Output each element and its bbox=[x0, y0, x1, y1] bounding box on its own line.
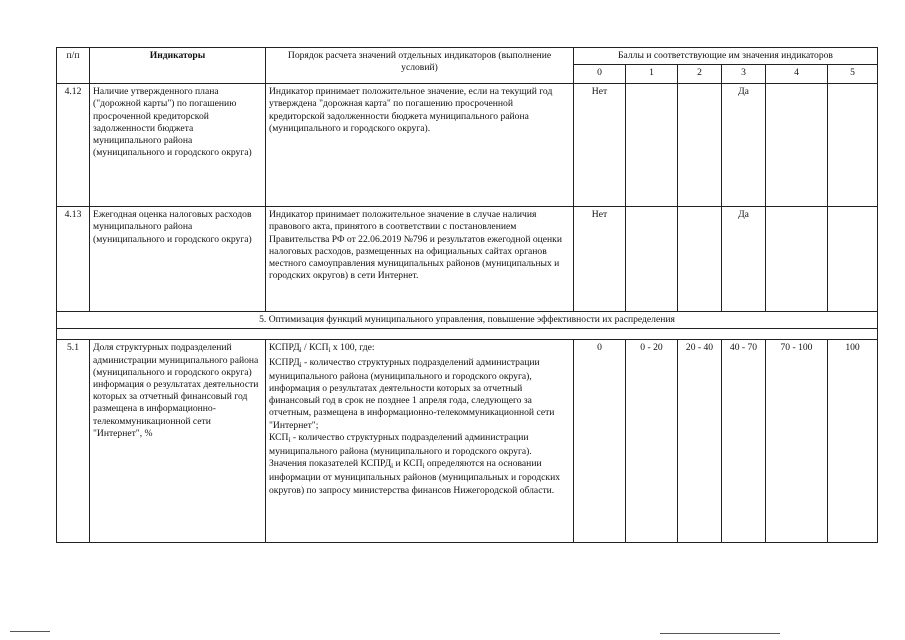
score-cell: 0 - 20 bbox=[626, 340, 678, 543]
score-cell: Нет bbox=[574, 84, 626, 207]
definition-kspd: $КСПРД_i$ - количество структурных подразделений администрации муниципального района (муниципального и городского округа), информация о результатах деятельности которых за отчетный финансовый год в срок не позднее 1 апреля года, следующего за отчетным, размещена в информационно-телекоммуникационной сети "Интернет"; bbox=[269, 356, 555, 431]
score-cell bbox=[626, 207, 678, 312]
score-cell bbox=[766, 207, 828, 312]
table-row bbox=[57, 84, 878, 207]
indicator-cell: Ежегодная оценка налоговых расходов муниципального района (муниципального и городского округа) bbox=[90, 207, 266, 312]
score-level-4: 4 bbox=[766, 65, 828, 84]
header-indicators: Индикаторы bbox=[90, 48, 266, 84]
header-scores: Баллы и соответствующие им значения индикаторов bbox=[574, 48, 878, 65]
score-cell bbox=[766, 84, 828, 207]
score-cell: 40 - 70 bbox=[722, 340, 766, 543]
indicators-table bbox=[56, 47, 878, 543]
definition-ksp: $КСП_i$ - количество структурных подразделений администрации муниципального района (муниципального и городского округа). bbox=[269, 431, 532, 458]
score-cell: 70 - 100 bbox=[766, 340, 828, 543]
score-level-2: 2 bbox=[678, 65, 722, 84]
score-cell: Да bbox=[722, 207, 766, 312]
table-row bbox=[57, 207, 878, 312]
header-num: п/п bbox=[57, 48, 90, 84]
section-title: 5. Оптимизация функций муниципального управления, повышение эффективности их распределения bbox=[57, 312, 878, 329]
score-cell: 0 bbox=[574, 340, 626, 543]
score-cell bbox=[678, 84, 722, 207]
section-heading-row bbox=[57, 312, 878, 329]
indicator-cell: Наличие утвержденного плана ("дорожной карты") по погашению просроченной кредиторской задолженности бюджета муниципального района (муниципального и городского округа) bbox=[90, 84, 266, 207]
score-cell bbox=[828, 207, 878, 312]
score-level-3: 3 bbox=[722, 65, 766, 84]
score-cell bbox=[828, 84, 878, 207]
score-level-5: 5 bbox=[828, 65, 878, 84]
row-number: 4.12 bbox=[57, 84, 90, 207]
table-row bbox=[57, 340, 878, 543]
scan-artifact-line bbox=[10, 631, 50, 632]
method-cell: Индикатор принимает положительное значение, если на текущий год утверждена "дорожная карта" по погашению просроченной кредиторской задолженности бюджета муниципального района (муниципального и городского округа). bbox=[266, 84, 574, 207]
score-cell: Нет bbox=[574, 207, 626, 312]
score-level-1: 1 bbox=[626, 65, 678, 84]
score-cell: Да bbox=[722, 84, 766, 207]
method-cell: Индикатор принимает положительное значение в случае наличия правового акта, принятого в соответствии с постановлением Правительства РФ от 22.06.2019 №796 и результатов ежегодной оценки налоговых расходов, размещенных на официальных сайтах органов местного самоуправления муниципальных районов (муниципальных и городских округов) в сети Интернет. bbox=[266, 207, 574, 312]
score-cell: 100 bbox=[828, 340, 878, 543]
indicator-cell: Доля структурных подразделений администрации муниципального района (муниципального и городского округа) информация о результатах деятельности которых за отчетный финансовый год размещена в информационно-телекоммуникационной сети "Интернет", % bbox=[90, 340, 266, 543]
scan-artifact-line bbox=[660, 633, 780, 634]
definition-note: Значения показателей $КСПРД_i$ и $КСП_i$ определяются на основании информации от муниципальных районов (муниципальных и городских округов) по запросу министерства финансов Нижегородской области. bbox=[269, 458, 561, 496]
row-number: 5.1 bbox=[57, 340, 90, 543]
score-level-0: 0 bbox=[574, 65, 626, 84]
score-cell bbox=[626, 84, 678, 207]
header-method: Порядок расчета значений отдельных индикаторов (выполнение условий) bbox=[266, 48, 574, 84]
row-number: 4.13 bbox=[57, 207, 90, 312]
score-cell bbox=[678, 207, 722, 312]
header-row bbox=[57, 48, 878, 65]
score-cell: 20 - 40 bbox=[678, 340, 722, 543]
section-gap bbox=[57, 329, 878, 340]
formula-line: $КСПРД_i / КСП_i$ x 100, где: bbox=[269, 342, 375, 355]
method-cell bbox=[266, 340, 574, 543]
